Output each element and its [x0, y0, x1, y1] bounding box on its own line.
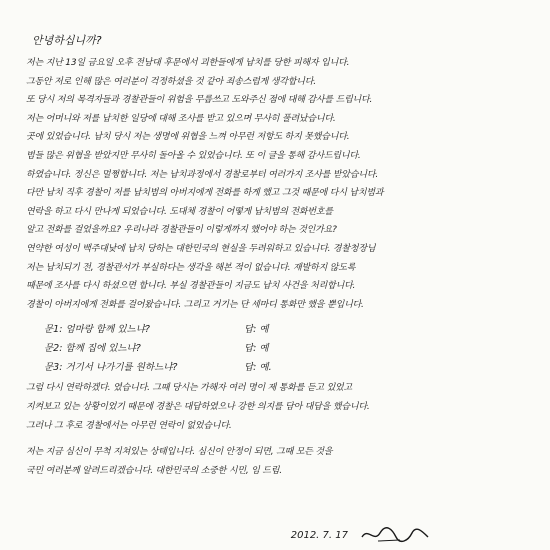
handwritten-signature: [360, 525, 430, 545]
letter-line: 그동안 저로 인해 많은 여러분이 걱정하셨을 것 같아 죄송스럽게 생각합니다.: [26, 76, 316, 87]
letter-line: 저는 지금 심신이 무척 지쳐있는 상태입니다. 심신이 안정이 되면, 그때 모든 것을: [26, 447, 333, 458]
signature-row: [0, 525, 550, 545]
letter-line: 저는 지난 13일 금요일 오후 전남대 후문에서 괴한들에게 납치를 당한 피해자 입니다.: [26, 58, 350, 68]
letter-line: 국민 여러분께 알려드리겠습니다. 대한민국의 소중한 시민, 임 드림.: [26, 465, 282, 476]
letter-line: 곳에 있었습니다. 납치 당시 저는 생명에 위협을 느껴 아무런 저항도 하지 못했습니다.: [26, 132, 350, 143]
qa-item: [44, 337, 532, 356]
qa-question: 문2: 함께 집에 있느냐?: [44, 342, 141, 354]
qa-question: 문1: 엄마랑 함께 있느냐?: [44, 323, 150, 335]
letter-line: 범들 많은 위협을 받았지만 무사히 돌아올 수 있었습니다. 또 이 글을 통해 감사드립니다.: [26, 150, 361, 161]
qa-list: [44, 318, 532, 375]
letter-line: 하였습니다. 정신은 멀쩡합니다. 저는 납치과정에서 경찰로부터 여러가지 조사를 받았습니다.: [26, 169, 379, 180]
letter-line: 다만 납치 직후 경찰이 저를 납치범의 아버지에게 전화를 하게 했고 그것 때문에 다시 납치범과: [26, 188, 384, 199]
qa-answer: 답: 예: [244, 323, 269, 335]
letter-body-continued: [26, 379, 532, 435]
letter-line: 저는 어머니와 저를 납치한 일당에 대해 조사를 받고 있으며 무사히 풀려났습니다.: [26, 113, 336, 124]
letter-line: 때문에 조사를 다시 하셨으면 합니다. 부실 경찰관들이 지금도 납치 사건을 처리합니다.: [26, 281, 356, 292]
letter-line: 연약한 여성이 백주대낮에 납치 당하는 대한민국의 현실을 두려워하고 있습니다. 경찰청장님: [26, 243, 376, 254]
letter-line: 알고 전화를 걸었을까요? 우리나라 경찰관들이 이렇게까지 했어야 하는 것인가요?: [26, 225, 337, 236]
letter-line: 저는 납치되기 전, 경찰관서가 부실하다는 생각을 해본 적이 없습니다. 재발하지 않도록: [26, 262, 356, 273]
letter-date: 2012. 7. 17: [290, 529, 348, 541]
qa-answer: 답: 예: [244, 342, 269, 354]
qa-question: 문3: 거기서 나가기를 원하느냐?: [44, 361, 178, 373]
letter-line: 그러나 그 후로 경찰에서는 아무런 연락이 없었습니다.: [26, 420, 232, 431]
qa-item: [44, 318, 532, 337]
letter-line: 연락을 하고 다시 만나게 되었습니다. 도대체 경찰이 어떻게 납치범의 전화번호를: [26, 206, 333, 217]
qa-item: [44, 356, 532, 375]
letter-closing: [26, 443, 532, 480]
letter-line: 그럼 다시 연락하겠다. 였습니다. 그때 당시는 가해자 여러 명이 제 통화를 듣고 있었고: [26, 383, 353, 394]
letter-greeting: 안녕하십니까?: [32, 34, 102, 47]
qa-answer: 답: 예.: [244, 361, 272, 373]
letter-body: [26, 54, 532, 314]
letter-line: 지켜보고 있는 상황이었기 때문에 경찰은 대답하였으나 강한 의지를 담아 대답을 했습니다.: [26, 401, 370, 412]
letter-line: 또 당시 저의 목격자들과 경찰관들이 위험을 무릅쓰고 도와주신 점에 대해 감사를 드립니다.: [26, 95, 373, 106]
letter-line: 경찰이 아버지에게 전화를 걸어왔습니다. 그리고 거기는 단 세마디 통화만 했을 뿐입니다.: [26, 299, 364, 310]
